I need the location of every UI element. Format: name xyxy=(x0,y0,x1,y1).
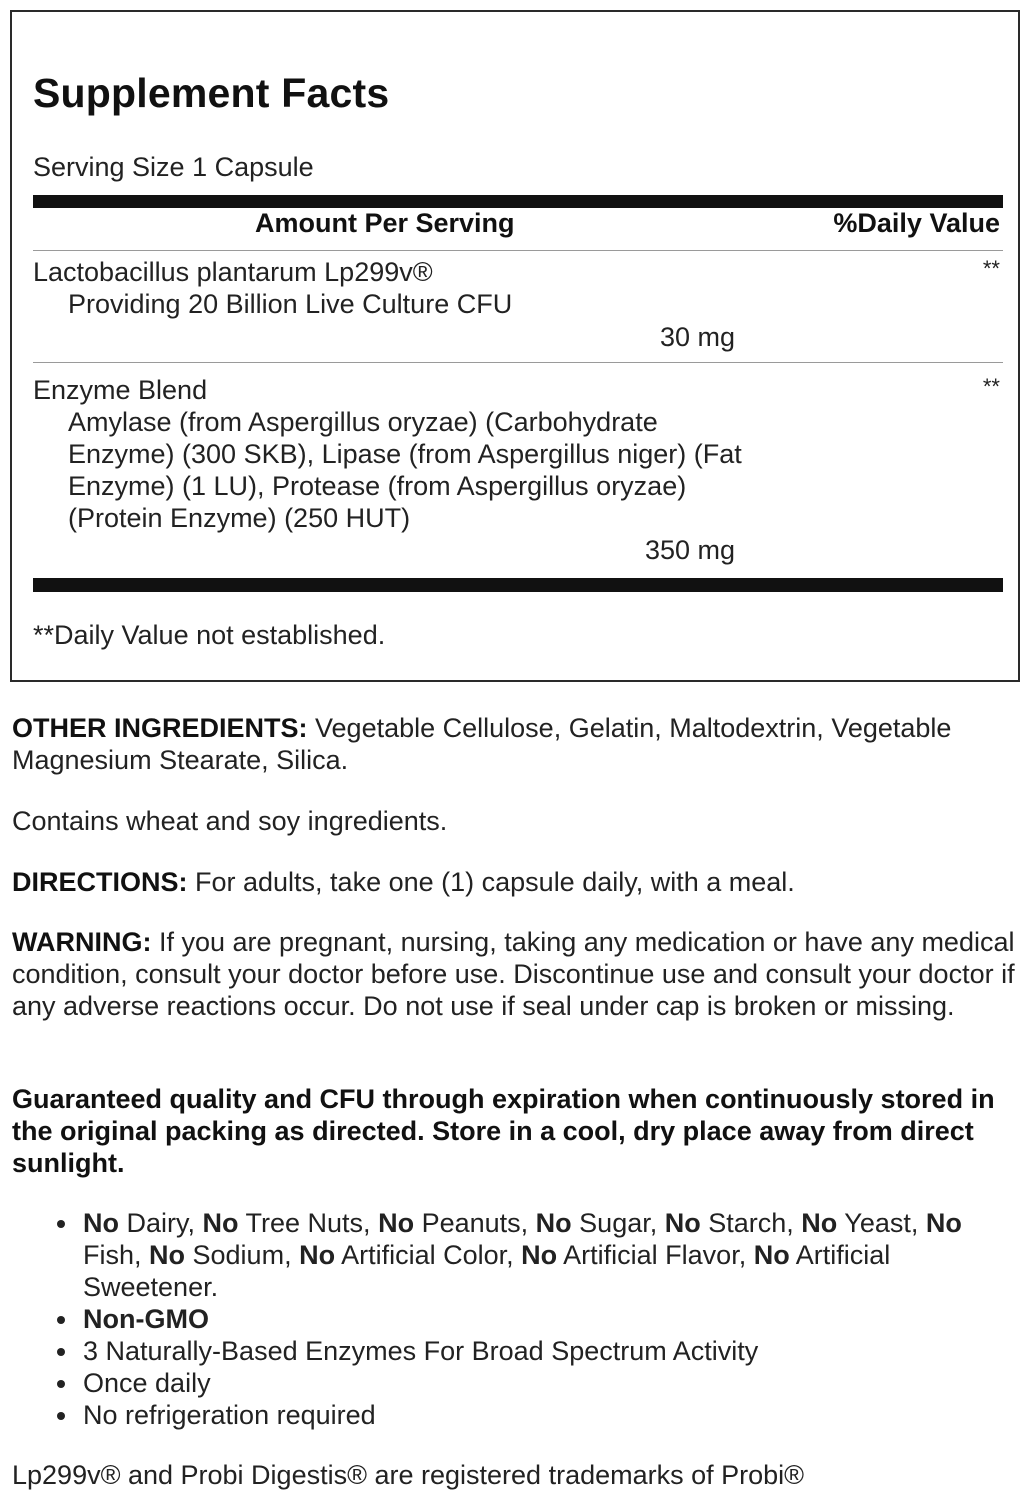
guarantee-statement: Guaranteed quality and CFU through expiration when continuously stored in the original packing as directed. Store in a cool, dry place away from direct sunlight. xyxy=(12,1084,995,1178)
free-from-list xyxy=(83,1208,962,1302)
no-keyword: No xyxy=(535,1208,572,1238)
list-item-free-from xyxy=(12,1207,1016,1303)
thick-divider-bottom xyxy=(33,578,1003,592)
no-keyword: No xyxy=(925,1208,962,1238)
warning-label: WARNING: xyxy=(12,927,152,957)
free-from-item: Fish, xyxy=(83,1240,150,1270)
free-from-item: Artificial Color, xyxy=(335,1240,522,1270)
allergen-statement: Contains wheat and soy ingredients. xyxy=(12,806,448,836)
other-ingredients-text: Vegetable Cellulose, Gelatin, Maltodextrin, Vegetable Magnesium Stearate, Silica. xyxy=(12,713,952,775)
daily-value-header: %Daily Value xyxy=(833,208,1000,238)
amount-per-serving-header: Amount Per Serving xyxy=(255,208,515,238)
ingredient-name: Enzyme Blend xyxy=(33,375,208,405)
facts-footnote: **Daily Value not established. xyxy=(33,620,386,650)
other-ingredients xyxy=(12,712,1016,776)
free-from-item: Starch, xyxy=(700,1208,802,1238)
ingredient-amount: 30 mg xyxy=(660,322,736,352)
ingredient-detail: Amylase (from Aspergillus oryzae) (Carbohydrate Enzyme) (300 SKB), Lipase (from Aspergillus niger) (Fat Enzyme) (1 LU), Protease (from Aspergillus oryzae) (Protein Enzyme) (250 HUT) xyxy=(68,407,742,533)
directions-text: For adults, take one (1) capsule daily, with a meal. xyxy=(187,867,795,897)
other-ingredients-label: OTHER INGREDIENTS: xyxy=(12,713,308,743)
directions-label: DIRECTIONS: xyxy=(12,867,188,897)
list-item-once-daily: Once daily xyxy=(12,1367,1016,1399)
supplement-facts-panel xyxy=(10,10,1020,682)
free-from-item: Peanuts, xyxy=(414,1208,536,1238)
free-from-item: Sodium, xyxy=(185,1240,300,1270)
list-item-non-gmo xyxy=(12,1303,1016,1335)
no-keyword: No xyxy=(378,1208,415,1238)
row-divider xyxy=(33,250,1003,251)
free-from-item: Sugar, xyxy=(571,1208,665,1238)
no-keyword: No xyxy=(149,1240,186,1270)
no-keyword: No xyxy=(521,1240,558,1270)
list-item-no-refrigeration: No refrigeration required xyxy=(12,1399,1016,1431)
free-from-item: Dairy, xyxy=(119,1208,203,1238)
row-divider xyxy=(33,362,1003,363)
list-item-enzymes: 3 Naturally-Based Enzymes For Broad Spectrum Activity xyxy=(12,1335,1016,1367)
trademark-notice: Lp299v® and Probi Digestis® are registered trademarks of Probi® xyxy=(12,1460,805,1490)
ingredient-name: Lactobacillus plantarum Lp299v® xyxy=(33,257,433,287)
no-keyword: No xyxy=(801,1208,838,1238)
thick-divider-top xyxy=(33,195,1003,208)
no-keyword: No xyxy=(664,1208,701,1238)
ingredient-daily-value: ** xyxy=(982,374,1000,399)
non-gmo-label: Non-GMO xyxy=(83,1304,209,1334)
no-keyword: No xyxy=(753,1240,790,1270)
ingredient-detail: Providing 20 Billion Live Culture CFU xyxy=(68,289,513,319)
no-keyword: No xyxy=(202,1208,239,1238)
serving-size: Serving Size 1 Capsule xyxy=(33,152,314,182)
free-from-item: Artificial Flavor, xyxy=(557,1240,754,1270)
no-keyword: No xyxy=(299,1240,336,1270)
facts-title: Supplement Facts xyxy=(33,70,390,116)
ingredient-amount: 350 mg xyxy=(645,535,736,565)
feature-list xyxy=(12,1207,1016,1431)
free-from-item: Tree Nuts, xyxy=(238,1208,379,1238)
no-keyword: No xyxy=(83,1208,119,1238)
directions xyxy=(12,866,1016,898)
free-from-item: Yeast, xyxy=(837,1208,926,1238)
free-from-item: Artificial Sweetener. xyxy=(83,1240,891,1302)
ingredient-daily-value: ** xyxy=(982,256,1000,281)
warning xyxy=(12,926,1016,1022)
warning-text: If you are pregnant, nursing, taking any medication or have any medical condition, consult your doctor before use. Discontinue use and consult your doctor if any adverse reactions occur. Do not use if seal under cap is broken or missing. xyxy=(12,927,1015,1021)
